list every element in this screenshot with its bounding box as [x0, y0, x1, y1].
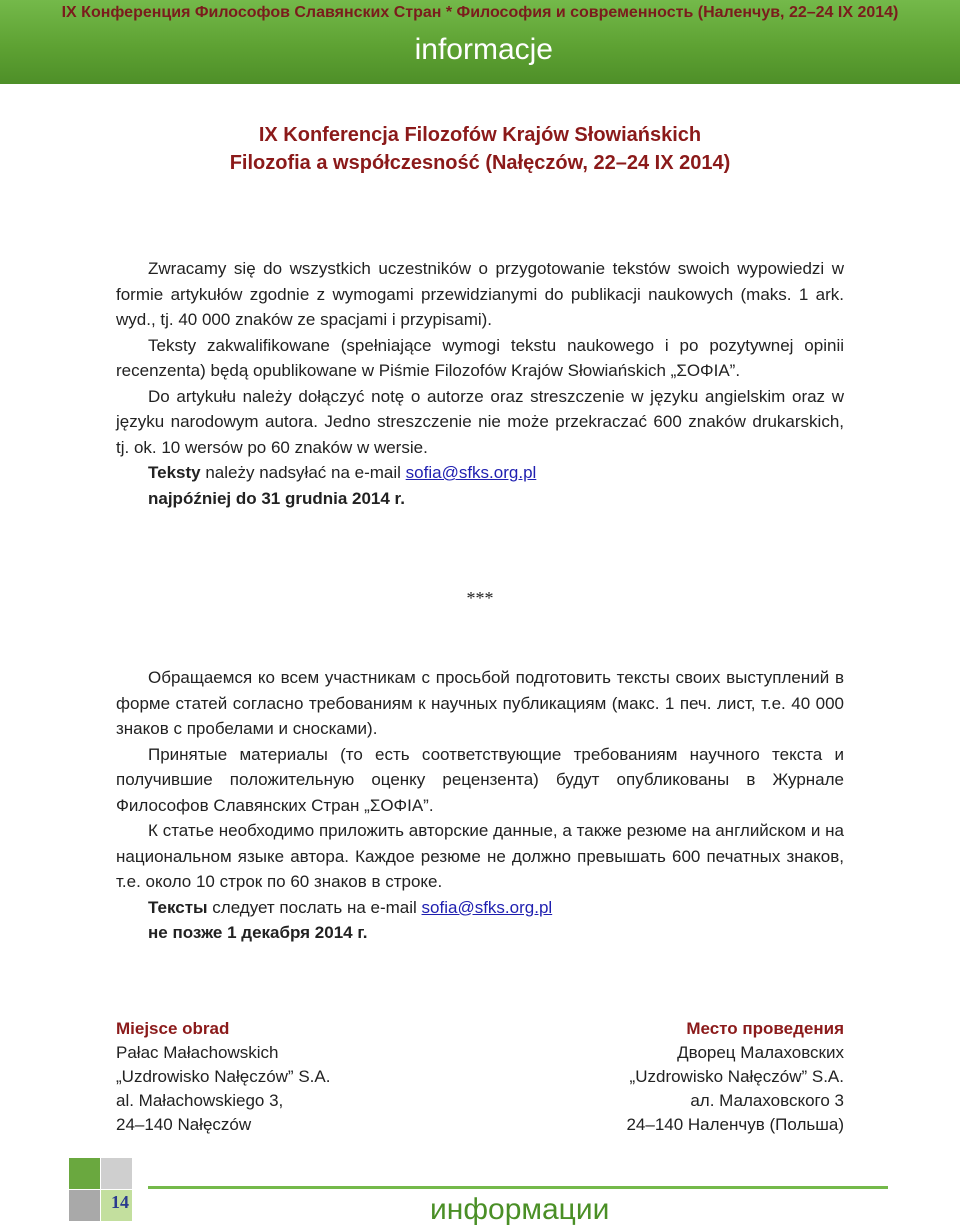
polish-paragraph-1: Zwracamy się do wszystkich uczestników o przygotowanie tekstów swoich wypowiedzi w formie artykułów zgodnie z wymogami przewidzianymi do publikacji naukowych (maks. 1 ark. wyd., tj. 40 000 znaków ze spacjami i przypisami). — [116, 259, 844, 329]
polish-email-link[interactable]: sofia@sfks.org.pl — [405, 463, 537, 482]
venue-russian-line4: 24–140 Наленчув (Польша) — [626, 1115, 844, 1134]
polish-deadline: najpóźniej do 31 grudnia 2014 r. — [148, 488, 405, 508]
footer-section-title: информации — [430, 1193, 610, 1226]
russian-send-text: следует послать на e-mail — [207, 897, 422, 917]
footer-square-green-dark — [69, 1158, 100, 1189]
venue-russian-heading: Место проведения — [686, 1019, 844, 1038]
polish-section — [116, 256, 844, 511]
footer-rule — [148, 1186, 888, 1189]
polish-send-bold: Teksty — [148, 463, 201, 482]
venue-polish-heading: Miejsce obrad — [116, 1019, 230, 1038]
venue-russian — [626, 1017, 844, 1137]
venue-polish-line4: 24–140 Nałęczów — [116, 1115, 252, 1134]
venue-polish-line3: al. Małachowskiego 3, — [116, 1091, 284, 1110]
venue-russian-line3: ал. Малаховского 3 — [690, 1091, 844, 1110]
venue-polish-line1: Pałac Małachowskich — [116, 1043, 279, 1062]
venue-russian-line2: „Uzdrowisko Nałęczów” S.A. — [629, 1067, 844, 1086]
page-number: 14 — [111, 1192, 129, 1212]
venue-russian-line1: Дворец Малаховских — [677, 1043, 844, 1062]
russian-deadline-line — [116, 920, 844, 946]
section-title: informacje — [414, 33, 553, 66]
conference-title-line1: IX Konferencja Filozofów Krajów Słowiańskich — [258, 124, 702, 146]
russian-paragraph-1: Обращаемся ко всем участникам с просьбой подготовить тексты своих выступлений в форме статей согласно требованиям к научных публикациям (макс. 1 печ. лист, т.е. 40 000 знаков с пробелами и сносками). — [116, 668, 844, 738]
russian-submission-line — [116, 895, 844, 921]
conference-title-line2: Filozofia a współczesność (Nałęczów, 22–24 IX 2014) — [229, 152, 731, 174]
footer-square-gray-dark — [69, 1190, 100, 1221]
venue-polish — [116, 1017, 330, 1137]
polish-send-text: należy nadsyłać na e-mail — [200, 463, 406, 482]
polish-submission-line — [116, 460, 844, 486]
polish-paragraph-3: Do artykułu należy dołączyć notę o autorze oraz streszczenie w języku angielskim oraz w języku narodowym autora. Jedno streszczenie nie może przekraczać 600 znaków drukarskich, tj. ok. 10 wersów po 60 znaków w wersie. — [116, 386, 844, 457]
russian-paragraph-2: Принятые материалы (то есть соответствующие требованиям научного текста и получившие положительную оценку рецензента) будут опубликованы в Журнале Философов Славянских Стран „ΣΟΦΙΑ”. — [116, 744, 844, 815]
polish-paragraph-2: Teksty zakwalifikowane (spełniające wymogi tekstu naukowego i po pozytywnej opinii recenzenta) będą opublikowane w Piśmie Filozofów Krajów Słowiańskich „ΣΟΦΙΑ”. — [116, 335, 844, 380]
russian-send-bold: Тексты — [148, 897, 208, 917]
venue-polish-line2: „Uzdrowisko Nałęczów” S.A. — [116, 1067, 331, 1086]
russian-section — [116, 665, 844, 946]
russian-email-link[interactable]: sofia@sfks.org.pl — [421, 897, 553, 917]
running-title: IX Конференция Философов Славянских Стран * Философия и современность (Наленчув, 22–24 IX 2014) — [61, 4, 899, 21]
footer-square-gray-light — [101, 1158, 132, 1189]
polish-deadline-line — [116, 486, 844, 512]
russian-deadline: не позже 1 декабря 2014 г. — [148, 923, 368, 942]
russian-paragraph-3: К статье необходимо приложить авторские данные, а также резюме на английском и на национальном языке автора. Каждое резюме не должно превышать 600 печатных знаков, т.е. около 10 строк по 60 знаков в строке. — [116, 821, 844, 891]
section-separator: *** — [466, 588, 494, 608]
